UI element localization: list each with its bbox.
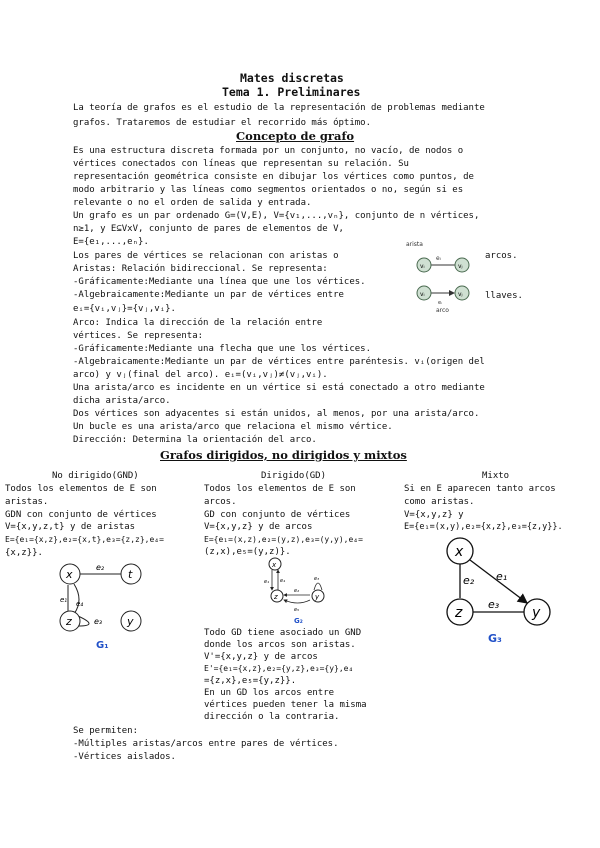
arc-e5 bbox=[284, 600, 310, 603]
arc-e3-label: e₃ bbox=[314, 576, 320, 582]
arc-e1-label: e₁ bbox=[264, 579, 270, 585]
footer-line: -Vértices aislados. bbox=[73, 752, 176, 762]
intro-line: La teoría de grafos es el estudio de la representación de problemas mediante bbox=[73, 103, 485, 113]
edge-e2-label: e₂ bbox=[463, 574, 475, 587]
arco-label: arco bbox=[436, 307, 449, 314]
col2-line: E={e₁=(x,z),e₂=(y,z),e₃=(y,y),e₄= bbox=[204, 535, 363, 544]
graph-g2 bbox=[258, 556, 338, 626]
col2-line2: Todo GD tiene asociado un GND bbox=[204, 628, 362, 638]
section-heading-grafos: Grafos dirigidos, no dirigidos y mixtos bbox=[160, 448, 407, 462]
body-line: -Algebraicamente:Mediante un par de vértices entre paréntesis. vᵢ(origen del bbox=[73, 357, 485, 367]
body-line: eᵢ={vᵢ,vⱼ}={vⱼ,vᵢ}. bbox=[73, 304, 176, 314]
col1-line: GDN con conjunto de vértices bbox=[5, 510, 157, 520]
col3-line: V={x,y,z} y bbox=[404, 510, 464, 520]
edge-e1-label: e₁ bbox=[60, 596, 68, 604]
node-x-label: x bbox=[272, 561, 277, 569]
arc-e3-loop bbox=[314, 583, 322, 590]
node-y-label: y bbox=[127, 615, 134, 628]
body-line: -Gráficamente:Mediante una línea que une los vértices. bbox=[73, 277, 366, 287]
col2-line: Todos los elementos de E son bbox=[204, 484, 356, 494]
graph-g3-label: G₃ bbox=[488, 632, 502, 645]
body-line: representación geométrica consiste en dibujar los vértices como puntos, de bbox=[73, 172, 474, 182]
graph-g1 bbox=[40, 558, 160, 654]
edge-ei-label: eᵢ bbox=[438, 300, 442, 306]
arista-arco-figure bbox=[400, 236, 482, 316]
body-line: -Gráficamente:Mediante una flecha que une los vértices. bbox=[73, 344, 372, 354]
graph-g3 bbox=[436, 534, 566, 652]
graph-g1-label: G₁ bbox=[96, 640, 109, 651]
body-line: Aristas: Relación bidireccional. Se representa: bbox=[73, 264, 328, 274]
col3-line: E={e₁=(x,y),e₂={x,z},e₃={z,y}}. bbox=[404, 522, 563, 532]
arista-label: arista bbox=[406, 241, 423, 248]
col1-line: E={e₁={x,z},e₂={x,t},e₃={z,z},e₄= bbox=[5, 535, 164, 544]
node-z-label: z bbox=[455, 605, 463, 621]
node-x-label: x bbox=[66, 568, 73, 581]
col2-line2: vértices pueden tener la misma bbox=[204, 700, 367, 710]
node-y-label: y bbox=[315, 593, 320, 601]
body-line: Arco: Indica la dirección de la relación entre bbox=[73, 318, 323, 328]
col1-line: aristas. bbox=[5, 497, 49, 507]
edge-e3-label: e₃ bbox=[94, 617, 103, 626]
col2-line2: V'={x,y,z} y de arcos bbox=[204, 652, 318, 662]
col-title-no-dirigido: No dirigido(GND) bbox=[52, 471, 139, 481]
body-line: dicha arista/arco. bbox=[73, 396, 171, 406]
node-x-label: x bbox=[455, 544, 464, 560]
arc-e1-label: e₁ bbox=[496, 570, 508, 583]
col2-line2: E'={e₁={x,z},e₂={y,z},e₃={y},e₄ bbox=[204, 664, 354, 673]
node-vj-label: vⱼ bbox=[458, 263, 463, 270]
body-line: Es una estructura discreta formada por un conjunto, no vacío, de nodos o bbox=[73, 146, 464, 156]
edge-e4 bbox=[74, 584, 79, 614]
section-heading-concepto: Concepto de grafo bbox=[236, 129, 355, 143]
body-line: relevante o no el orden de salida y entrada. bbox=[73, 198, 312, 208]
body-line: Dos vértices son adyacentes si están unidos, al menos, por una arista/arco. bbox=[73, 409, 480, 419]
col2-line2: donde los arcos son aristas. bbox=[204, 640, 356, 650]
col1-line: Todos los elementos de E son bbox=[5, 484, 157, 494]
body-line: arco) y vⱼ(final del arco). eᵢ=(vᵢ,vⱼ)≠(vⱼ,vᵢ). bbox=[73, 370, 328, 380]
node-vj-label: vⱼ bbox=[458, 291, 463, 298]
footer-line: Se permiten: bbox=[73, 726, 139, 736]
document-subtitle: Tema 1. Preliminares bbox=[222, 85, 361, 99]
edge-e4-label: e₄ bbox=[76, 600, 84, 608]
body-line: E={e₁,...,eₙ}. bbox=[73, 237, 149, 247]
node-vi-label: vᵢ bbox=[420, 263, 425, 270]
col2-line2: dirección o la contraria. bbox=[204, 712, 340, 722]
col2-line: (z,x),e₅=(y,z)}. bbox=[204, 547, 291, 557]
body-line: -Algebraicamente:Mediante un par de vértices entre bbox=[73, 290, 344, 300]
col3-line: como aristas. bbox=[404, 497, 475, 507]
arc-e4-label: e₄ bbox=[280, 578, 286, 584]
intro-line: grafos. Trataremos de estudiar el recorrido más óptimo. bbox=[73, 118, 372, 128]
col2-line: V={x,y,z} y de arcos bbox=[204, 522, 313, 532]
node-z-label: z bbox=[66, 615, 72, 628]
node-t-label: t bbox=[128, 568, 133, 581]
footer-line: -Múltiples aristas/arcos entre pares de vértices. bbox=[73, 739, 339, 749]
body-line: Los pares de vértices se relacionan con aristas o bbox=[73, 251, 339, 261]
edge-e3-label: e₃ bbox=[488, 598, 500, 611]
body-line: vértices conectados con líneas que representan su relación. Su bbox=[73, 159, 409, 169]
col2-line2: ={z,x},e₅={y,z}}. bbox=[204, 676, 297, 686]
graph-g2-label: G₂ bbox=[294, 617, 303, 625]
document-title: Mates discretas bbox=[240, 71, 344, 85]
body-line: Dirección: Determina la orientación del arco. bbox=[73, 435, 317, 445]
col3-line: Si en E aparecen tanto arcos bbox=[404, 484, 556, 494]
edge-e2-label: e₂ bbox=[96, 563, 105, 572]
body-line: Un grafo es un par ordenado G=(V,E), V={v₁,...,vₙ}, conjunto de n vértices, bbox=[73, 211, 480, 221]
col2-line: arcos. bbox=[204, 497, 237, 507]
col2-line2: En un GD los arcos entre bbox=[204, 688, 335, 698]
body-line: vértices. Se representa: bbox=[73, 331, 204, 341]
body-line: Un bucle es una arista/arco que relaciona el mismo vértice. bbox=[73, 422, 393, 432]
col2-line: GD con conjunto de vértices bbox=[204, 510, 351, 520]
body-line: n≥1, y E⊆VxV, conjunto de pares de elementos de V, bbox=[73, 224, 344, 234]
arc-e2-label: e₂ bbox=[294, 588, 300, 594]
col-title-dirigido: Dirigido(GD) bbox=[261, 471, 327, 481]
col1-line: {x,z}}. bbox=[5, 548, 43, 558]
col-title-mixto: Mixto bbox=[482, 471, 510, 481]
side-text-llaves: llaves. bbox=[485, 291, 523, 301]
body-line: Una arista/arco es incidente en un vértice si está conectado a otro mediante bbox=[73, 383, 485, 393]
node-z-label: z bbox=[274, 593, 278, 601]
node-y-label: y bbox=[532, 605, 541, 621]
col1-line: V={x,y,z,t} y de aristas bbox=[5, 522, 136, 532]
side-text-arcos: arcos. bbox=[485, 251, 518, 261]
edge-ei-label: eᵢ bbox=[436, 255, 441, 262]
arc-e5-label: e₅ bbox=[294, 607, 300, 613]
node-vi-label: vᵢ bbox=[420, 291, 425, 298]
body-line: modo arbitrario y las líneas como segmentos orientados o no, según si es bbox=[73, 185, 464, 195]
